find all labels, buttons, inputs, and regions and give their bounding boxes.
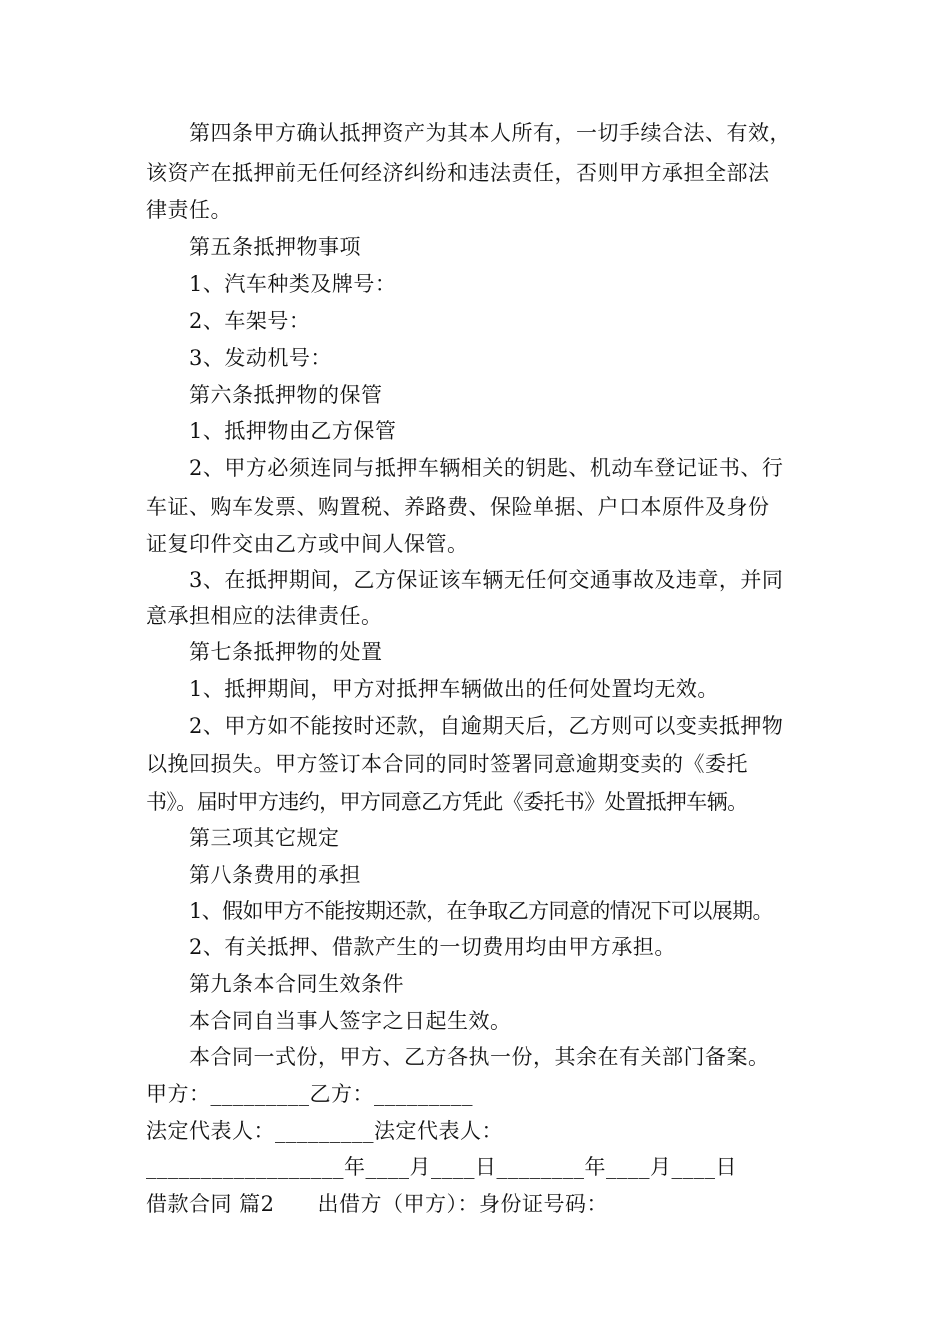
section-heading: 第九条本合同生效条件 [189,972,404,996]
list-item: 2、有关抵押、借款产生的一切费用均由甲方承担。 [189,935,676,959]
list-item: 1、假如甲方不能按期还款，在争取乙方同意的情况下可以展期。 [189,899,773,923]
paragraph-line: 以挽回损失。甲方签订本合同的同时签署同意逾期变卖的《委托 [146,752,748,776]
list-item: 1、抵押期间，甲方对抵押车辆做出的任何处置均无效。 [189,677,719,701]
list-item: 1、汽车种类及牌号： [189,272,397,296]
paragraph-line: 书》。届时甲方违约，甲方同意乙方凭此《委托书》处置抵押车辆。 [146,790,748,814]
section-heading: 第三项其它规定 [189,826,340,850]
paragraph-line: 2、甲方如不能按时还款，自逾期天后，乙方则可以变卖抵押物 [189,714,784,738]
section-heading: 第八条费用的承担 [189,863,361,887]
list-item: 3、发动机号： [189,346,332,370]
section-heading: 第七条抵押物的处置 [189,640,383,664]
list-item: 2、车架号： [189,309,311,333]
section-heading: 第六条抵押物的保管 [189,383,383,407]
paragraph-line: 该资产在抵押前无任何经济纠纷和违法责任，否则甲方承担全部法 [146,161,770,185]
signature-line: 甲方：_________乙方：_________ [146,1082,473,1106]
paragraph-line: 车证、购车发票、购置税、养路费、保险单据、户口本原件及身份 [146,495,770,519]
paragraph-line: 3、在抵押期间，乙方保证该车辆无任何交通事故及违章，并同 [189,568,784,592]
paragraph-line: 第四条甲方确认抵押资产为其本人所有，一切手续合法、有效， [189,121,791,145]
paragraph-line: 证复印件交由乙方或中间人保管。 [146,532,469,556]
date-line: __________________年____月____日________年____月____日 [146,1155,737,1179]
paragraph-line: 本合同一式份，甲方、乙方各执一份，其余在有关部门备案。 [189,1045,770,1069]
signature-line: 法定代表人：_________法定代表人： [146,1119,503,1143]
list-item: 1、抵押物由乙方保管 [189,419,397,443]
paragraph-line: 2、甲方必须连同与抵押车辆相关的钥匙、机动车登记证书、行 [189,456,784,480]
next-section-heading: 借款合同 篇2 出借方（甲方）：身份证号码： [146,1192,609,1216]
section-heading: 第五条抵押物事项 [189,235,361,259]
paragraph-line: 本合同自当事人签字之日起生效。 [189,1009,512,1033]
paragraph-line: 律责任。 [146,198,232,222]
paragraph-line: 意承担相应的法律责任。 [146,604,383,628]
